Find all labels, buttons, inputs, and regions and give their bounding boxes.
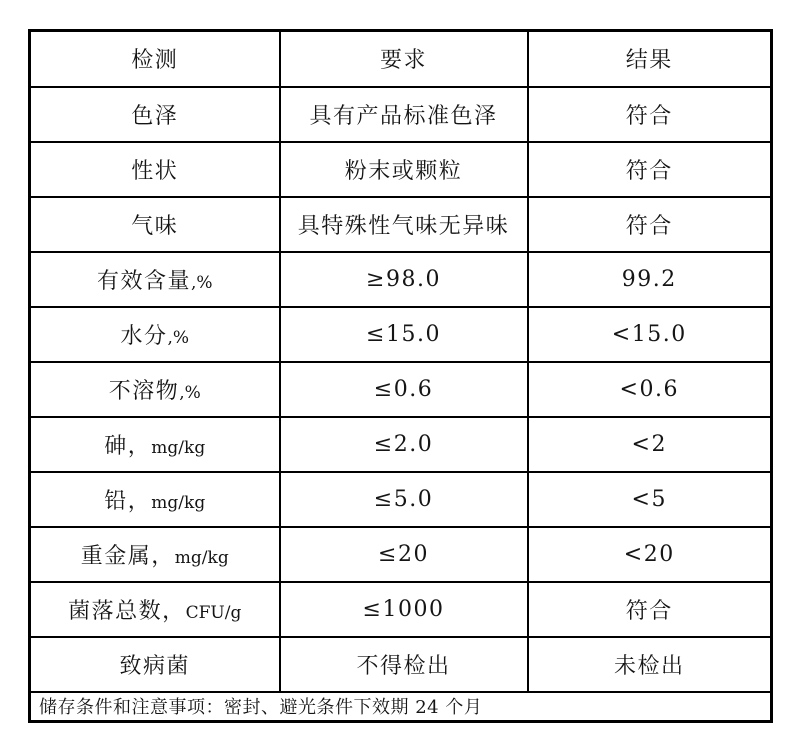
item-label: 铅， [104, 488, 152, 514]
item-label: 菌落总数， [68, 598, 186, 624]
item-label: 致病菌 [119, 653, 190, 679]
item-cell [30, 87, 280, 142]
table-row [30, 142, 772, 197]
requirement-cell: 不得检出 [280, 637, 528, 692]
item-cell [30, 362, 280, 417]
item-unit: mg/kg [151, 437, 206, 458]
result-cell: <15.0 [528, 307, 772, 362]
result-cell: 符合 [528, 582, 772, 637]
result-cell: 符合 [528, 87, 772, 142]
item-unit: ,% [190, 272, 213, 293]
item-label: 水分 [120, 323, 168, 349]
inspection-table [28, 29, 773, 723]
item-cell [30, 527, 280, 582]
column-header-result: 结果 [528, 31, 772, 87]
requirement-cell: ≤20 [280, 527, 528, 582]
column-header-requirement: 要求 [280, 31, 528, 87]
item-unit: mg/kg [151, 492, 206, 513]
table-row [30, 637, 772, 692]
table-row [30, 252, 772, 307]
result-cell: 99.2 [528, 252, 772, 307]
item-cell [30, 472, 280, 527]
requirement-cell: ≤15.0 [280, 307, 528, 362]
column-header-test: 检测 [30, 31, 280, 87]
storage-note-row [30, 692, 772, 722]
table-row [30, 362, 772, 417]
item-cell [30, 582, 280, 637]
item-label: 重金属， [80, 543, 175, 569]
item-cell [30, 307, 280, 362]
result-cell: 未检出 [528, 637, 772, 692]
storage-note: 储存条件和注意事项：密封、避光条件下效期 24 个月 [30, 692, 772, 722]
item-unit: ,% [167, 327, 190, 348]
result-cell: <20 [528, 527, 772, 582]
requirement-cell: ≤0.6 [280, 362, 528, 417]
table-row [30, 527, 772, 582]
item-unit: ,% [179, 382, 201, 403]
result-cell: <2 [528, 417, 772, 472]
item-unit: mg/kg [174, 547, 229, 568]
requirement-cell: 具有产品标准色泽 [280, 87, 528, 142]
requirement-cell: 具特殊性气味无异味 [280, 197, 528, 252]
item-label: 性状 [131, 158, 179, 184]
item-cell [30, 637, 280, 692]
header-row [30, 31, 772, 87]
result-cell: 符合 [528, 197, 772, 252]
table-row [30, 87, 772, 142]
result-cell: <5 [528, 472, 772, 527]
item-label: 不溶物 [108, 378, 180, 404]
item-label: 有效含量 [96, 268, 191, 294]
item-label: 砷， [104, 433, 152, 459]
requirement-cell: ≤1000 [280, 582, 528, 637]
table-row [30, 197, 772, 252]
requirement-cell: ≤2.0 [280, 417, 528, 472]
table-row [30, 582, 772, 637]
item-label: 色泽 [131, 103, 179, 129]
table-row [30, 472, 772, 527]
table-row [30, 417, 772, 472]
item-unit: CFU/g [185, 602, 242, 623]
item-cell [30, 142, 280, 197]
item-cell [30, 417, 280, 472]
requirement-cell: 粉末或颗粒 [280, 142, 528, 197]
requirement-cell: ≤5.0 [280, 472, 528, 527]
item-cell [30, 197, 280, 252]
table-row [30, 307, 772, 362]
item-label: 气味 [131, 213, 179, 239]
result-cell: <0.6 [528, 362, 772, 417]
requirement-cell: ≥98.0 [280, 252, 528, 307]
result-cell: 符合 [528, 142, 772, 197]
item-cell [30, 252, 280, 307]
